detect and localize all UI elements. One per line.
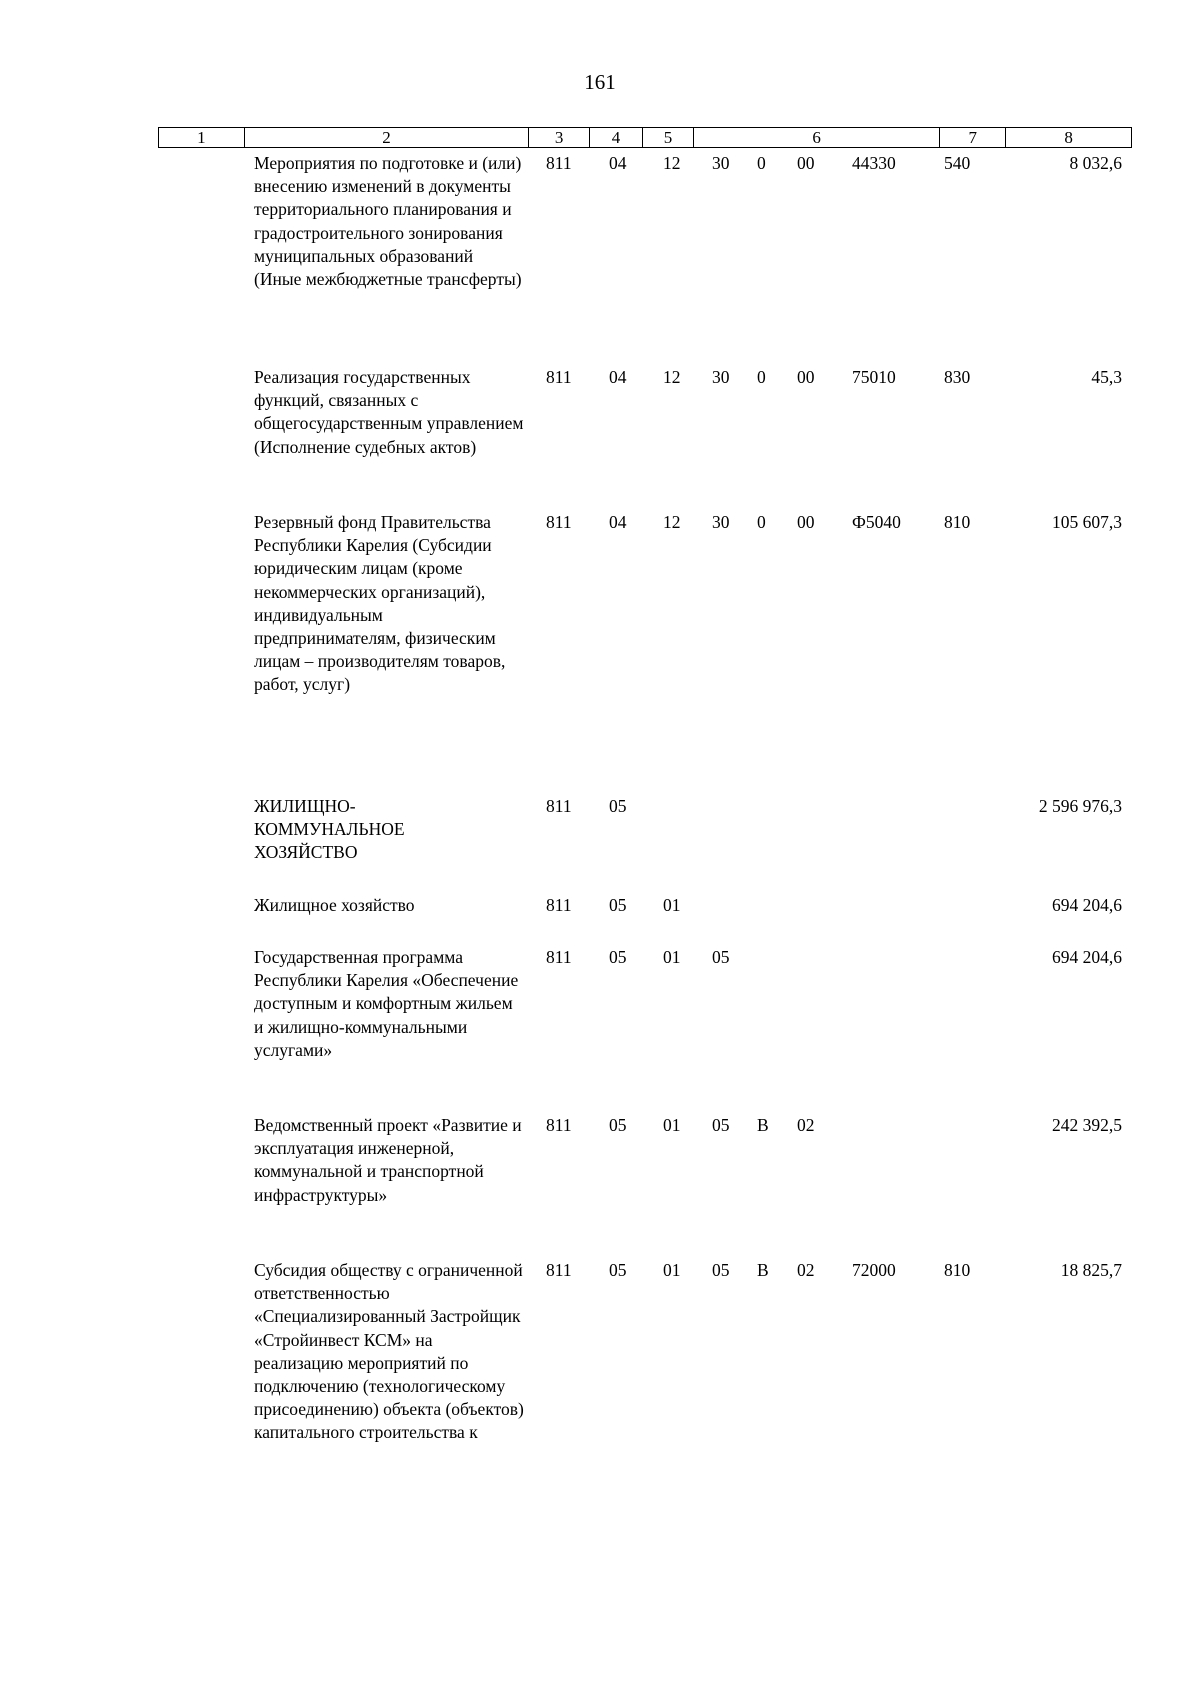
- header-col-8: 8: [1064, 128, 1073, 147]
- cell-activity: 00: [797, 153, 815, 173]
- cell-ministry-code: 811: [546, 153, 572, 173]
- cell-subprogram: В: [757, 1115, 769, 1135]
- cell-section: 04: [609, 367, 627, 387]
- header-col-4: 4: [590, 128, 643, 147]
- cell-subsection: 01: [663, 947, 681, 967]
- cell-expense-type: 810: [944, 512, 971, 532]
- cell-amount: 694 204,6: [1052, 947, 1122, 967]
- cell-expense-type: 810: [944, 1260, 971, 1280]
- header-col-2: 2: [245, 128, 529, 147]
- cell-expense-type: 830: [944, 367, 971, 387]
- cell-subsection: 12: [663, 512, 681, 532]
- cell-ministry-code: 811: [546, 1260, 572, 1280]
- cell-subprogram: В: [757, 1260, 769, 1280]
- cell-ministry-code: 811: [546, 512, 572, 532]
- cell-amount: 105 607,3: [1052, 512, 1122, 532]
- cell-ministry-code: 811: [546, 1115, 572, 1135]
- cell-direction: 72000: [852, 1260, 896, 1280]
- row-description: Жилищное хозяйство: [254, 895, 415, 915]
- cell-section: 04: [609, 512, 627, 532]
- header-col-5: 5: [643, 128, 694, 147]
- cell-subprogram: 0: [757, 512, 766, 532]
- row-description: Государственная программа Республики Карелия «Обеспечение доступным и комфортным жильем и жилищно-коммунальными услугами»: [254, 947, 519, 1060]
- cell-subsection: 01: [663, 895, 681, 915]
- header-col-1: 1: [159, 128, 245, 147]
- cell-section: 04: [609, 153, 627, 173]
- cell-subsection: 01: [663, 1115, 681, 1135]
- row-description: Мероприятия по подготовке и (или) внесению изменений в документы территориального планирования и градостроительного зонирования муниципальных образований (Иные межбюджетные трансферты): [254, 153, 522, 290]
- cell-activity: 00: [797, 367, 815, 387]
- cell-section: 05: [609, 796, 627, 816]
- cell-section: 05: [609, 947, 627, 967]
- cell-subsection: 12: [663, 367, 681, 387]
- cell-subprogram: 0: [757, 367, 766, 387]
- cell-direction: 75010: [852, 367, 896, 387]
- cell-subsection: 01: [663, 1260, 681, 1280]
- row-description: Субсидия обществу с ограниченной ответственностью «Специализированный Застройщик «Стройинвест КСМ» на реализацию мероприятий по подключению (технологическому присоединению) объекта (объектов) капитального строительства к: [254, 1260, 524, 1443]
- cell-ministry-code: 811: [546, 367, 572, 387]
- cell-subprogram: 0: [757, 153, 766, 173]
- cell-amount: 45,3: [1091, 367, 1122, 387]
- cell-amount: 8 032,6: [1069, 153, 1122, 173]
- cell-section: 05: [609, 1260, 627, 1280]
- cell-direction: Ф5040: [852, 512, 901, 532]
- cell-amount: 242 392,5: [1052, 1115, 1122, 1135]
- page-number: 161: [584, 70, 616, 94]
- cell-amount: 18 825,7: [1060, 1260, 1122, 1280]
- cell-program: 05: [712, 1260, 730, 1280]
- cell-section: 05: [609, 895, 627, 915]
- row-description: Ведомственный проект «Развитие и эксплуатация инженерной, коммунальной и транспортной инфраструктуры»: [254, 1115, 522, 1205]
- row-description: ЖИЛИЩНО-КОММУНАЛЬНОЕ ХОЗЯЙСТВО: [254, 796, 405, 863]
- header-col-7: 7: [940, 128, 1006, 147]
- table-header: [158, 127, 1132, 148]
- header-col-3: 3: [529, 128, 590, 147]
- cell-activity: 02: [797, 1115, 815, 1135]
- row-description: Резервный фонд Правительства Республики Карелия (Субсидии юридическим лицам (кроме некоммерческих организаций), индивидуальным предпринимателям, физическим лицам – производителям товаров, работ, услуг): [254, 512, 506, 695]
- cell-activity: 00: [797, 512, 815, 532]
- cell-ministry-code: 811: [546, 947, 572, 967]
- cell-ministry-code: 811: [546, 796, 572, 816]
- cell-ministry-code: 811: [546, 895, 572, 915]
- cell-program: 30: [712, 153, 730, 173]
- cell-program: 05: [712, 1115, 730, 1135]
- cell-program: 05: [712, 947, 730, 967]
- header-col-6: 6: [694, 128, 940, 147]
- cell-program: 30: [712, 512, 730, 532]
- cell-amount: 694 204,6: [1052, 895, 1122, 915]
- cell-section: 05: [609, 1115, 627, 1135]
- cell-activity: 02: [797, 1260, 815, 1280]
- cell-expense-type: 540: [944, 153, 971, 173]
- cell-program: 30: [712, 367, 730, 387]
- cell-direction: 44330: [852, 153, 896, 173]
- cell-amount: 2 596 976,3: [1038, 796, 1122, 816]
- row-description: Реализация государственных функций, связанных с общегосударственным управлением (Исполнение судебных актов): [254, 367, 524, 457]
- cell-subsection: 12: [663, 153, 681, 173]
